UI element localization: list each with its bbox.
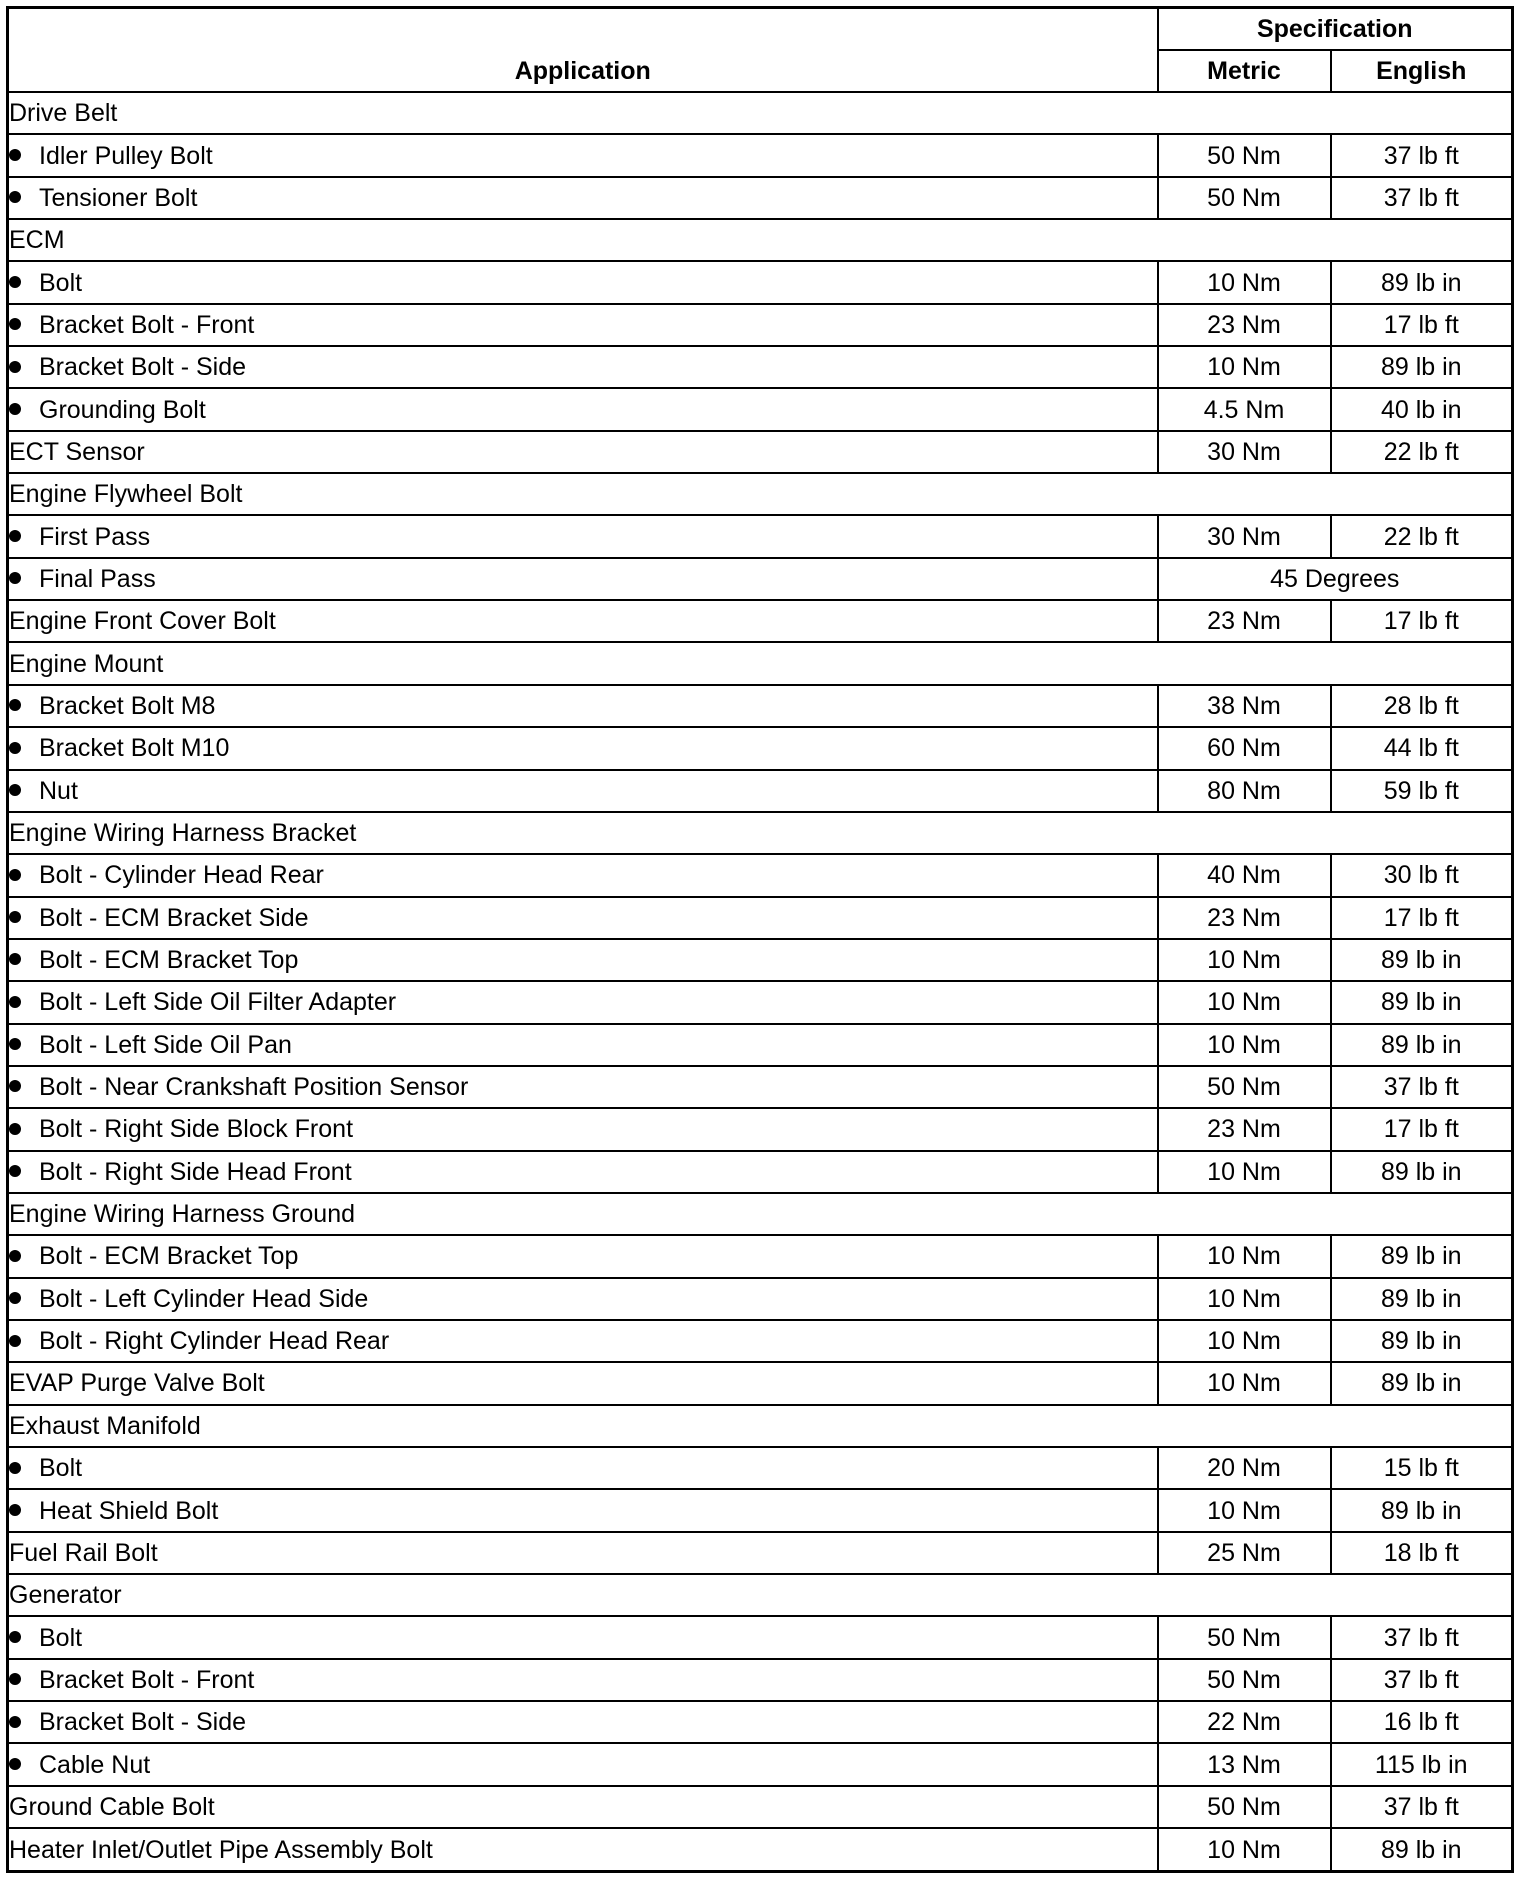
application-item [8,177,1158,219]
english-value: 115 lb in [1331,1743,1513,1785]
bullet-icon [9,1335,21,1347]
bullet-icon [9,572,21,584]
application-item [8,304,1158,346]
english-value: 89 lb in [1331,1151,1513,1193]
metric-value: 50 Nm [1158,1659,1331,1701]
bullet-icon [9,1462,21,1474]
group-label: Generator [8,1574,1513,1616]
bullet-icon [9,1250,21,1262]
table-row [8,939,1513,981]
metric-value: 23 Nm [1158,897,1331,939]
application-label: EVAP Purge Valve Bolt [8,1362,1158,1404]
application-item [8,981,1158,1023]
metric-value: 10 Nm [1158,1320,1331,1362]
metric-value: 50 Nm [1158,134,1331,176]
application-item [8,727,1158,769]
application-item [8,346,1158,388]
application-item [8,1066,1158,1108]
application-item [8,1320,1158,1362]
table-row [8,685,1513,727]
bullet-icon [9,784,21,796]
english-value: 22 lb ft [1331,431,1513,473]
bullet-icon [9,403,21,415]
group-row [8,473,1513,515]
application-item [8,1024,1158,1066]
application-label: Bracket Bolt M8 [39,691,216,720]
table-row [8,1786,1513,1828]
table-row [8,1235,1513,1277]
metric-value: 10 Nm [1158,1362,1331,1404]
table-row [8,897,1513,939]
metric-value: 23 Nm [1158,1108,1331,1150]
group-label: Exhaust Manifold [8,1405,1513,1447]
english-value: 18 lb ft [1331,1532,1513,1574]
application-label: Bracket Bolt M10 [39,734,230,763]
application-item [8,515,1158,557]
application-label: Bolt [39,1623,83,1652]
metric-value: 10 Nm [1158,981,1331,1023]
table-row [8,515,1513,557]
metric-value: 23 Nm [1158,600,1331,642]
bullet-icon [9,911,21,923]
metric-value: 22 Nm [1158,1701,1331,1743]
application-item [8,854,1158,896]
english-value: 37 lb ft [1331,1066,1513,1108]
english-value: 37 lb ft [1331,1786,1513,1828]
table-row [8,1701,1513,1743]
metric-value: 50 Nm [1158,1786,1331,1828]
table-row [8,600,1513,642]
application-item [8,685,1158,727]
table-row [8,727,1513,769]
metric-value: 50 Nm [1158,177,1331,219]
application-item [8,897,1158,939]
application-label: Bracket Bolt - Front [39,1665,255,1694]
application-label: Tensioner Bolt [39,183,198,212]
application-label: Bracket Bolt - Side [39,353,247,382]
metric-value: 80 Nm [1158,770,1331,812]
application-label: Bolt - Left Cylinder Head Side [39,1284,369,1313]
table-row [8,134,1513,176]
application-item [8,261,1158,303]
english-value: 89 lb in [1331,1024,1513,1066]
bullet-icon [9,1673,21,1685]
application-label: Bolt - Near Crankshaft Position Sensor [39,1073,469,1102]
application-item [8,388,1158,430]
header-specification: Specification [1158,8,1513,51]
bullet-icon [9,1504,21,1516]
english-value: 89 lb in [1331,346,1513,388]
application-item [8,558,1158,600]
english-value: 40 lb in [1331,388,1513,430]
metric-value: 10 Nm [1158,939,1331,981]
table-row [8,261,1513,303]
bullet-icon [9,1080,21,1092]
english-value: 89 lb in [1331,1828,1513,1871]
application-item [8,770,1158,812]
metric-value: 60 Nm [1158,727,1331,769]
metric-value: 30 Nm [1158,431,1331,473]
bullet-icon [9,742,21,754]
metric-value: 10 Nm [1158,1489,1331,1531]
application-label: Bolt - ECM Bracket Top [39,1242,299,1271]
metric-value: 10 Nm [1158,346,1331,388]
table-row [8,1108,1513,1150]
application-item [8,1235,1158,1277]
group-label: Drive Belt [8,92,1513,134]
english-value: 17 lb ft [1331,600,1513,642]
header-metric: Metric [1158,50,1331,92]
table-row [8,981,1513,1023]
bullet-icon [9,1631,21,1643]
spec-value: 45 Degrees [1158,558,1513,600]
application-label: Heater Inlet/Outlet Pipe Assembly Bolt [8,1828,1158,1871]
table-row [8,177,1513,219]
application-item [8,1659,1158,1701]
header-application: Application [8,8,1158,93]
application-label: Idler Pulley Bolt [39,141,213,170]
bullet-icon [9,530,21,542]
application-item [8,1701,1158,1743]
english-value: 89 lb in [1331,1235,1513,1277]
table-row [8,1066,1513,1108]
application-item [8,939,1158,981]
application-label: Bolt - ECM Bracket Top [39,946,299,975]
metric-value: 10 Nm [1158,1151,1331,1193]
english-value: 89 lb in [1331,1489,1513,1531]
bullet-icon [9,699,21,711]
application-item [8,1489,1158,1531]
english-value: 89 lb in [1331,1278,1513,1320]
english-value: 89 lb in [1331,261,1513,303]
table-row [8,558,1513,600]
application-label: Engine Front Cover Bolt [8,600,1158,642]
english-value: 89 lb in [1331,1362,1513,1404]
group-row [8,1574,1513,1616]
english-value: 16 lb ft [1331,1701,1513,1743]
group-row [8,642,1513,684]
english-value: 37 lb ft [1331,134,1513,176]
table-row [8,1278,1513,1320]
bullet-icon [9,1123,21,1135]
english-value: 30 lb ft [1331,854,1513,896]
table-body [8,92,1513,1872]
application-label: ECT Sensor [8,431,1158,473]
application-item [8,1616,1158,1658]
bullet-icon [9,276,21,288]
application-label: Bolt - Right Side Head Front [39,1157,352,1186]
metric-value: 20 Nm [1158,1447,1331,1489]
english-value: 59 lb ft [1331,770,1513,812]
english-value: 17 lb ft [1331,1108,1513,1150]
application-label: Fuel Rail Bolt [8,1532,1158,1574]
metric-value: 30 Nm [1158,515,1331,557]
metric-value: 10 Nm [1158,1235,1331,1277]
metric-value: 10 Nm [1158,1278,1331,1320]
application-label: Bolt [39,268,83,297]
application-label: First Pass [39,522,151,551]
english-value: 37 lb ft [1331,1616,1513,1658]
application-label: Cable Nut [39,1750,151,1779]
table-row [8,1743,1513,1785]
application-label: Bolt - Cylinder Head Rear [39,861,324,890]
metric-value: 40 Nm [1158,854,1331,896]
application-item [8,1151,1158,1193]
table-row [8,770,1513,812]
english-value: 28 lb ft [1331,685,1513,727]
group-label: Engine Wiring Harness Ground [8,1193,1513,1235]
application-label: Nut [39,776,78,805]
application-item [8,1278,1158,1320]
application-item [8,1743,1158,1785]
metric-value: 50 Nm [1158,1066,1331,1108]
english-value: 89 lb in [1331,1320,1513,1362]
table-row [8,1362,1513,1404]
english-value: 22 lb ft [1331,515,1513,557]
application-item [8,1447,1158,1489]
metric-value: 10 Nm [1158,1828,1331,1871]
bullet-icon [9,1038,21,1050]
application-label: Heat Shield Bolt [39,1496,219,1525]
metric-value: 38 Nm [1158,685,1331,727]
bullet-icon [9,953,21,965]
application-item [8,1108,1158,1150]
group-label: Engine Mount [8,642,1513,684]
english-value: 44 lb ft [1331,727,1513,769]
group-label: Engine Flywheel Bolt [8,473,1513,515]
group-label: ECM [8,219,1513,261]
metric-value: 23 Nm [1158,304,1331,346]
english-value: 17 lb ft [1331,897,1513,939]
english-value: 89 lb in [1331,981,1513,1023]
metric-value: 4.5 Nm [1158,388,1331,430]
header-english: English [1331,50,1513,92]
english-value: 89 lb in [1331,939,1513,981]
bullet-icon [9,361,21,373]
group-label: Engine Wiring Harness Bracket [8,812,1513,854]
table-row [8,1320,1513,1362]
torque-spec-table [6,6,1514,1873]
group-row [8,92,1513,134]
bullet-icon [9,869,21,881]
table-row [8,1447,1513,1489]
application-label: Grounding Bolt [39,395,206,424]
bullet-icon [9,1292,21,1304]
application-label: Bolt - Right Cylinder Head Rear [39,1327,390,1356]
group-row [8,812,1513,854]
table-row [8,1489,1513,1531]
metric-value: 13 Nm [1158,1743,1331,1785]
english-value: 37 lb ft [1331,177,1513,219]
english-value: 17 lb ft [1331,304,1513,346]
bullet-icon [9,149,21,161]
table-row [8,1659,1513,1701]
table-row [8,1024,1513,1066]
metric-value: 50 Nm [1158,1616,1331,1658]
table-row [8,431,1513,473]
table-row [8,1151,1513,1193]
table-row [8,388,1513,430]
bullet-icon [9,1758,21,1770]
application-item [8,134,1158,176]
group-row [8,219,1513,261]
application-label: Bolt - ECM Bracket Side [39,903,309,932]
table-row [8,1532,1513,1574]
metric-value: 25 Nm [1158,1532,1331,1574]
table-row [8,346,1513,388]
table-row [8,304,1513,346]
application-label: Bracket Bolt - Side [39,1708,247,1737]
table-row [8,1828,1513,1871]
metric-value: 10 Nm [1158,1024,1331,1066]
group-row [8,1193,1513,1235]
english-value: 15 lb ft [1331,1447,1513,1489]
metric-value: 10 Nm [1158,261,1331,303]
application-label: Bolt - Right Side Block Front [39,1115,354,1144]
application-label: Bolt - Left Side Oil Pan [39,1030,292,1059]
bullet-icon [9,191,21,203]
bullet-icon [9,996,21,1008]
application-label: Ground Cable Bolt [8,1786,1158,1828]
bullet-icon [9,1716,21,1728]
application-label: Bracket Bolt - Front [39,310,255,339]
table-row [8,1616,1513,1658]
application-label: Final Pass [39,564,156,593]
bullet-icon [9,1165,21,1177]
english-value: 37 lb ft [1331,1659,1513,1701]
application-label: Bolt [39,1454,83,1483]
bullet-icon [9,318,21,330]
group-row [8,1405,1513,1447]
table-row [8,854,1513,896]
application-label: Bolt - Left Side Oil Filter Adapter [39,988,397,1017]
